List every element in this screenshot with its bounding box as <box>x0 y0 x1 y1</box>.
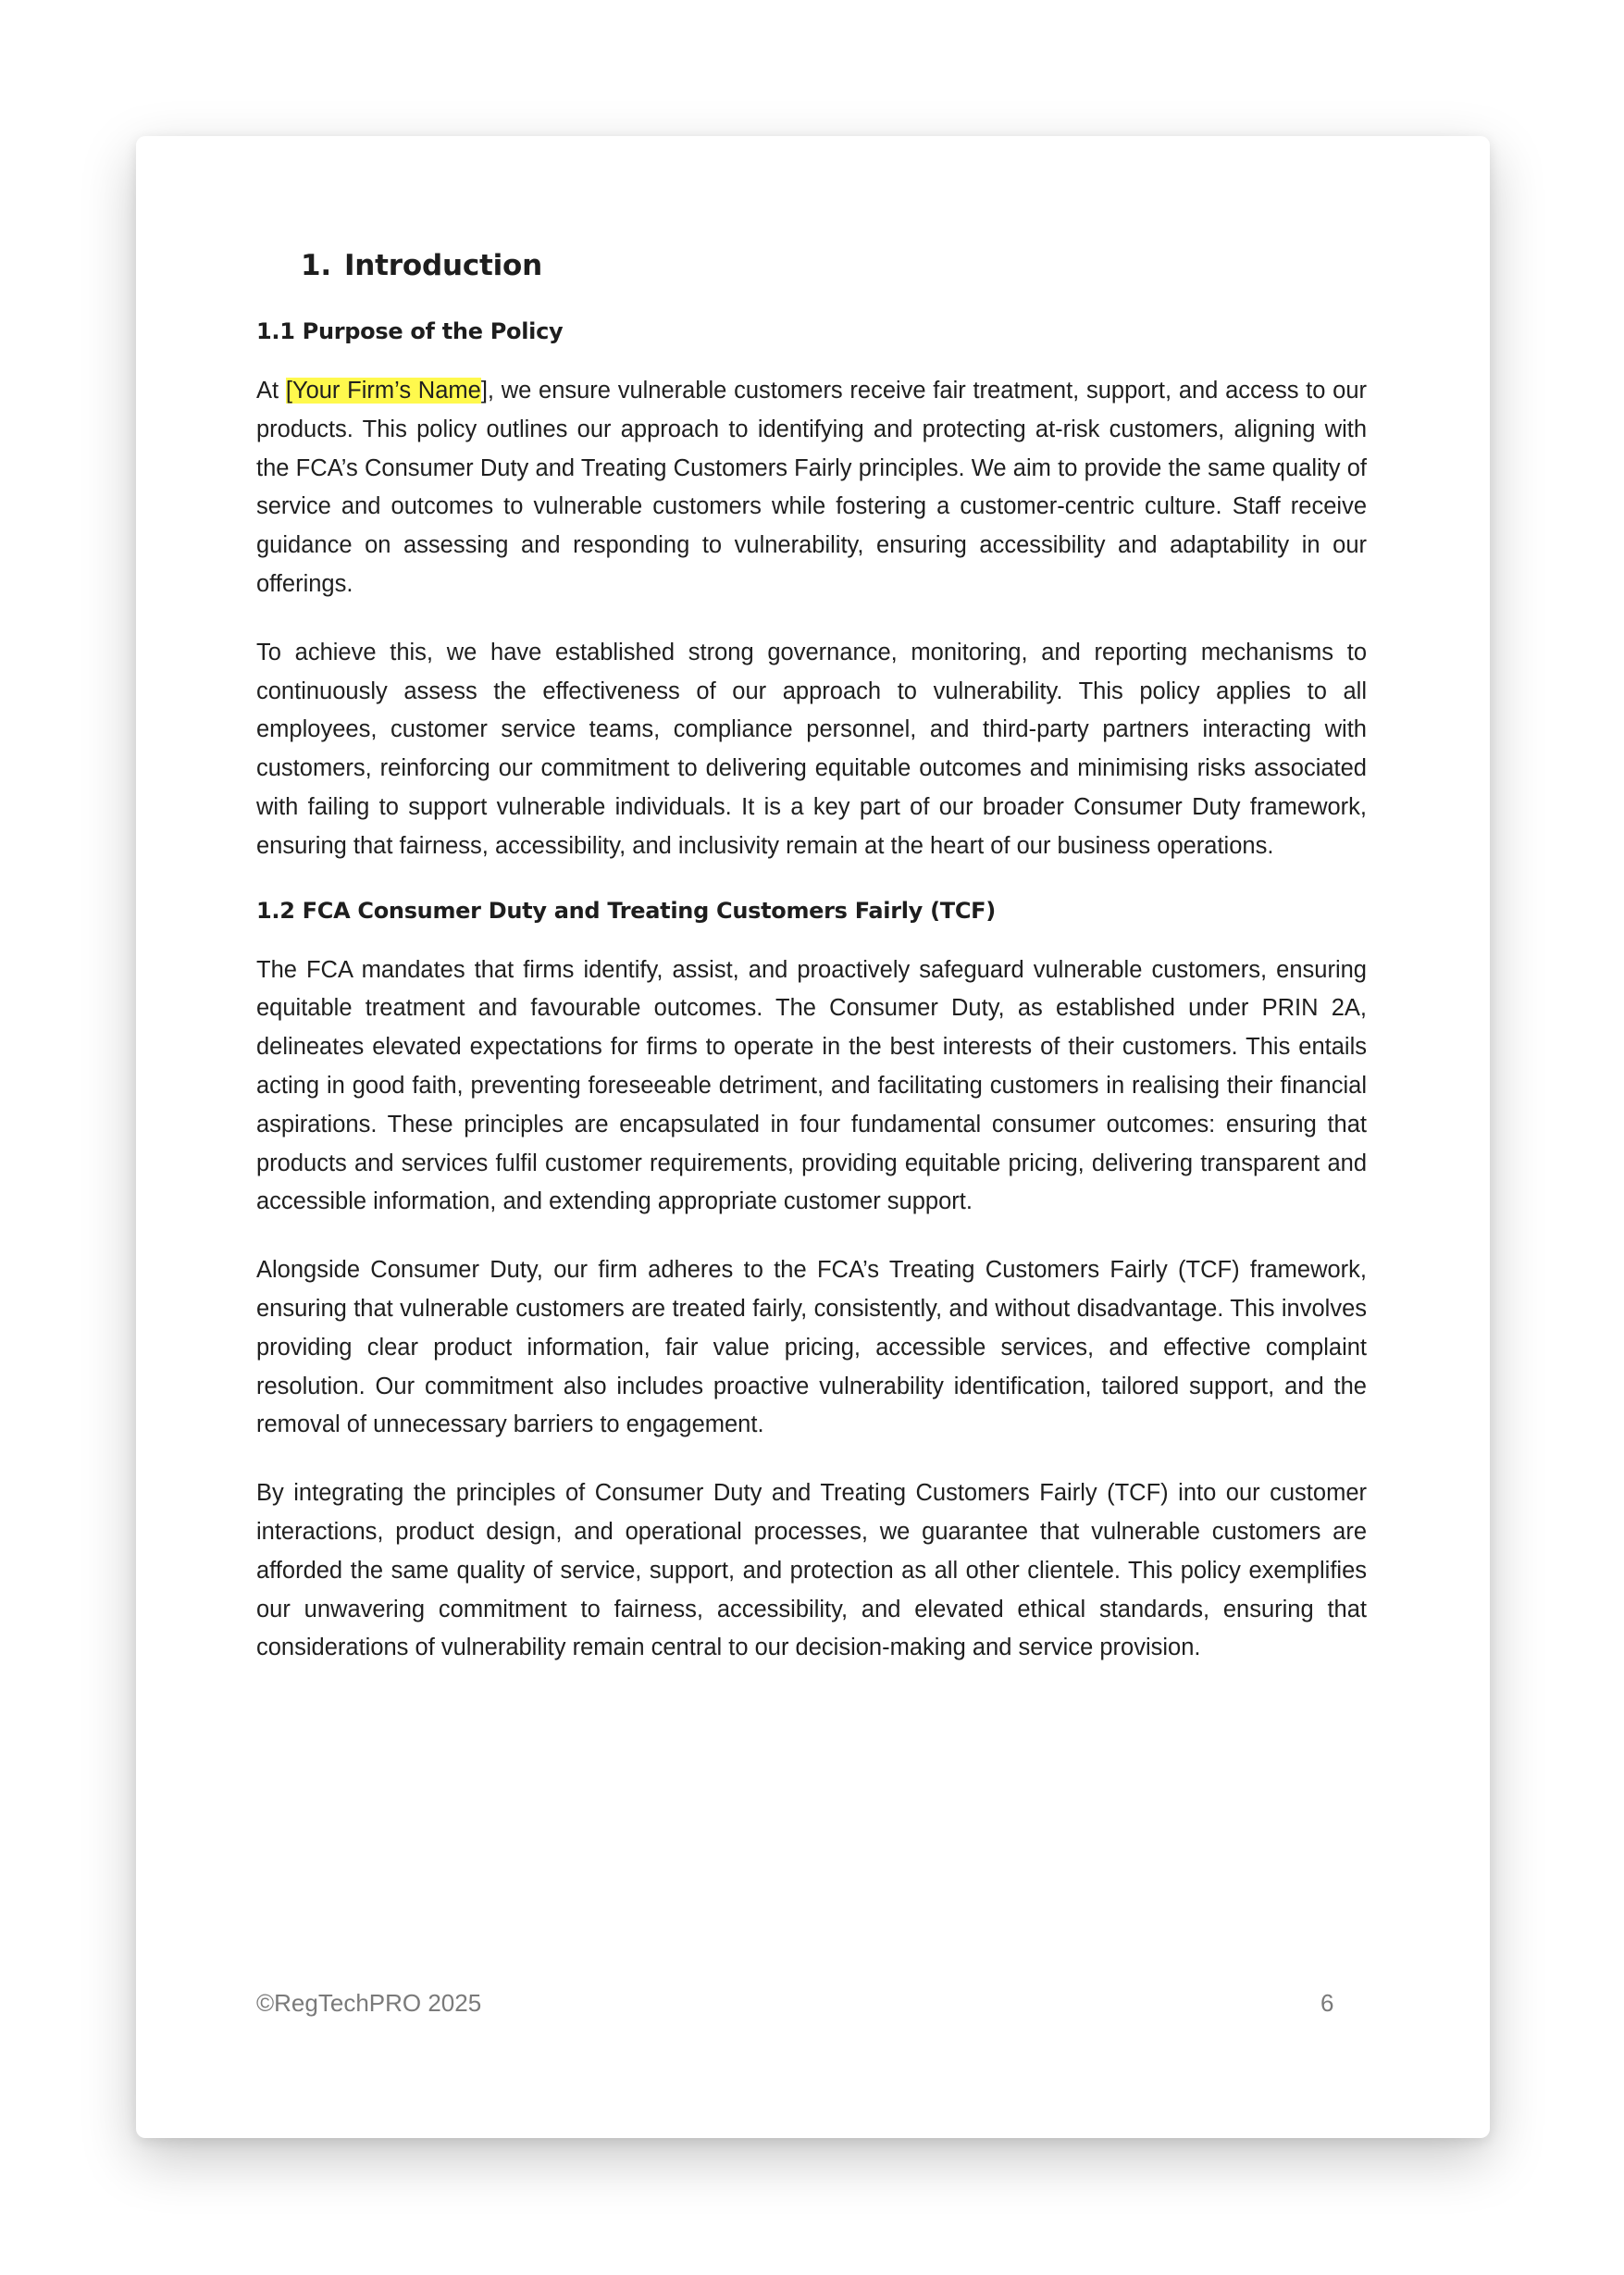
firm-name-placeholder: [Your Firm’s Name <box>285 378 481 404</box>
section-heading <box>301 247 1367 284</box>
section-title: Introduction <box>343 249 543 282</box>
paragraph-purpose-2: To achieve this, we have established strong governance, monitoring, and reporting mechanisms to continuously assess the effectiveness of our approach to vulnerability. This policy applies to all employees, customer service teams, compliance personnel, and third-party partners interacting with customers, reinforcing our commitment to delivering equitable outcomes and minimising risks associated with failing to support vulnerable individuals. It is a key part of our broader Consumer Duty framework, ensuring that fairness, accessibility, and inclusivity remain at the heart of our business operations. <box>256 639 1367 859</box>
section-number: 1. <box>301 249 331 282</box>
footer-copyright: ©RegTechPRO 2025 <box>256 1989 482 2017</box>
paragraph-purpose-1-post: ], we ensure vulnerable customers receive fair treatment, support, and access to our products. This policy outlines our approach to identifying and protecting at-risk customers, aligning with the FCA’s Consumer Duty and Treating Customers Fairly principles. We aim to provide the same quality of service and outcomes to vulnerable customers while fostering a customer-centric culture. Staff receive guidance on assessing and responding to vulnerability, ensuring accessibility and adaptability in our offerings. <box>256 378 1367 597</box>
document-page <box>136 136 1490 2138</box>
paragraph-purpose-1-pre: At <box>256 378 286 404</box>
paragraph-fca-1: The FCA mandates that firms identify, assist, and proactively safeguard vulnerable customers, ensuring equitable treatment and favourable outcomes. The Consumer Duty, as established under PRIN 2A, delineates elevated expectations for firms to operate in the best interests of their customers. This entails acting in good faith, preventing foreseeable detriment, and facilitating customers in realising their financial aspirations. These principles are encapsulated in four fundamental consumer outcomes: ensuring that products and services fulfil customer requirements, providing equitable pricing, delivering transparent and accessible information, and extending appropriate customer support. <box>256 956 1367 1215</box>
paragraph-purpose-1 <box>256 372 1367 604</box>
subsection-heading-purpose: 1.1 Purpose of the Policy <box>256 318 564 344</box>
footer-page-number: 6 <box>1320 1989 1334 2017</box>
page-content <box>256 247 1367 1697</box>
paragraph-fca-3: By integrating the principles of Consumer Duty and Treating Customers Fairly (TCF) into our customer interactions, product design, and operational processes, we guarantee that vulnerable customers are afforded the same quality of service, support, and protection as all other clientele. This policy exemplifies our unwavering commitment to fairness, accessibility, and elevated ethical standards, ensuring that considerations of vulnerability remain central to our decision-making and service provision. <box>256 1480 1367 1661</box>
paragraph-fca-2: Alongside Consumer Duty, our firm adheres to the FCA’s Treating Customers Fairly (TCF) framework, ensuring that vulnerable customers are treated fairly, consistently, and without disadvantage. This involves providing clear product information, fair value pricing, accessible services, and effective complaint resolution. Our commitment also includes proactive vulnerability identification, tailored support, and the removal of unnecessary barriers to engagement. <box>256 1257 1367 1438</box>
subsection-heading-fca-tcf: 1.2 FCA Consumer Duty and Treating Customers Fairly (TCF) <box>256 897 996 924</box>
